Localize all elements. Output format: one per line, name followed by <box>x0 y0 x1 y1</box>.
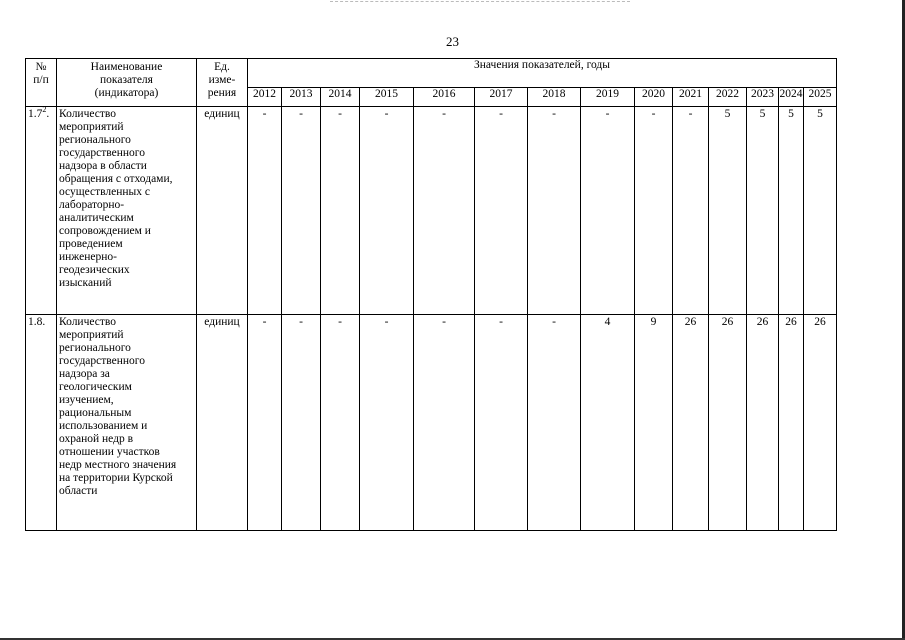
row-value-2022: 26 <box>709 315 747 531</box>
row-value-2012: - <box>248 315 282 531</box>
header-year-2021: 2021 <box>673 88 709 107</box>
header-year-2022: 2022 <box>709 88 747 107</box>
header-unit: Ед. изме- рения <box>197 59 248 107</box>
row-value-2013: - <box>282 315 321 531</box>
row-value-2024: 5 <box>779 107 804 315</box>
header-year-2025: 2025 <box>804 88 837 107</box>
page-number: 23 <box>446 34 459 49</box>
row-indicator-name: Количество мероприятий регионального государственного надзора за геологическим изучением, рациональным использованием и охраной недр в отношении участков недр местного значения на территории Курской области <box>57 315 197 531</box>
header-indicator-name: Наименование показателя (индикатора) <box>57 59 197 107</box>
row-unit: единиц <box>197 107 248 315</box>
row-value-2019: - <box>581 107 635 315</box>
row-value-2020: - <box>635 107 673 315</box>
row-value-2015: - <box>360 107 414 315</box>
row-number-superscript: 2 <box>42 105 47 115</box>
header-number: № п/п <box>26 59 57 107</box>
header-year-2019: 2019 <box>581 88 635 107</box>
row-value-2023: 26 <box>747 315 779 531</box>
row-value-2016: - <box>414 315 475 531</box>
row-value-2025: 5 <box>804 107 837 315</box>
header-year-2014: 2014 <box>321 88 360 107</box>
row-unit: единиц <box>197 315 248 531</box>
header-year-2012: 2012 <box>248 88 282 107</box>
row-value-2025: 26 <box>804 315 837 531</box>
row-value-2021: 26 <box>673 315 709 531</box>
row-value-2017: - <box>475 107 528 315</box>
row-number-text: 1.8. <box>28 316 46 328</box>
header-values-title: Значения показателей, годы <box>248 59 837 88</box>
row-value-2024: 26 <box>779 315 804 531</box>
header-year-2017: 2017 <box>475 88 528 107</box>
row-indicator-name: Количество мероприятий регионального государственного надзора в области обращения с отходами, осуществленных с лабораторно- аналитическим сопровождением и проведением инженерно- геодезических изысканий <box>57 107 197 315</box>
indicators-table <box>25 58 837 531</box>
scan-artifact-dash <box>330 1 630 3</box>
row-value-2015: - <box>360 315 414 531</box>
row-value-2018: - <box>528 315 581 531</box>
header-year-2023: 2023 <box>747 88 779 107</box>
row-value-2023: 5 <box>747 107 779 315</box>
row-value-2019: 4 <box>581 315 635 531</box>
row-number <box>26 107 57 315</box>
row-value-2018: - <box>528 107 581 315</box>
table-body <box>26 107 837 531</box>
row-value-2020: 9 <box>635 315 673 531</box>
row-value-2021: - <box>673 107 709 315</box>
row-value-2014: - <box>321 107 360 315</box>
table-row <box>26 315 837 531</box>
row-value-2022: 5 <box>709 107 747 315</box>
header-year-2013: 2013 <box>282 88 321 107</box>
header-year-2020: 2020 <box>635 88 673 107</box>
header-year-2024: 2024 <box>779 88 804 107</box>
row-number <box>26 315 57 531</box>
row-value-2017: - <box>475 315 528 531</box>
table-row <box>26 107 837 315</box>
row-value-2012: - <box>248 107 282 315</box>
header-year-2016: 2016 <box>414 88 475 107</box>
row-value-2014: - <box>321 315 360 531</box>
row-number-suffix: . <box>46 108 50 120</box>
table-header <box>26 59 837 107</box>
header-year-2018: 2018 <box>528 88 581 107</box>
row-value-2016: - <box>414 107 475 315</box>
header-year-2015: 2015 <box>360 88 414 107</box>
row-number-text: 1.7 <box>28 108 43 120</box>
row-value-2013: - <box>282 107 321 315</box>
